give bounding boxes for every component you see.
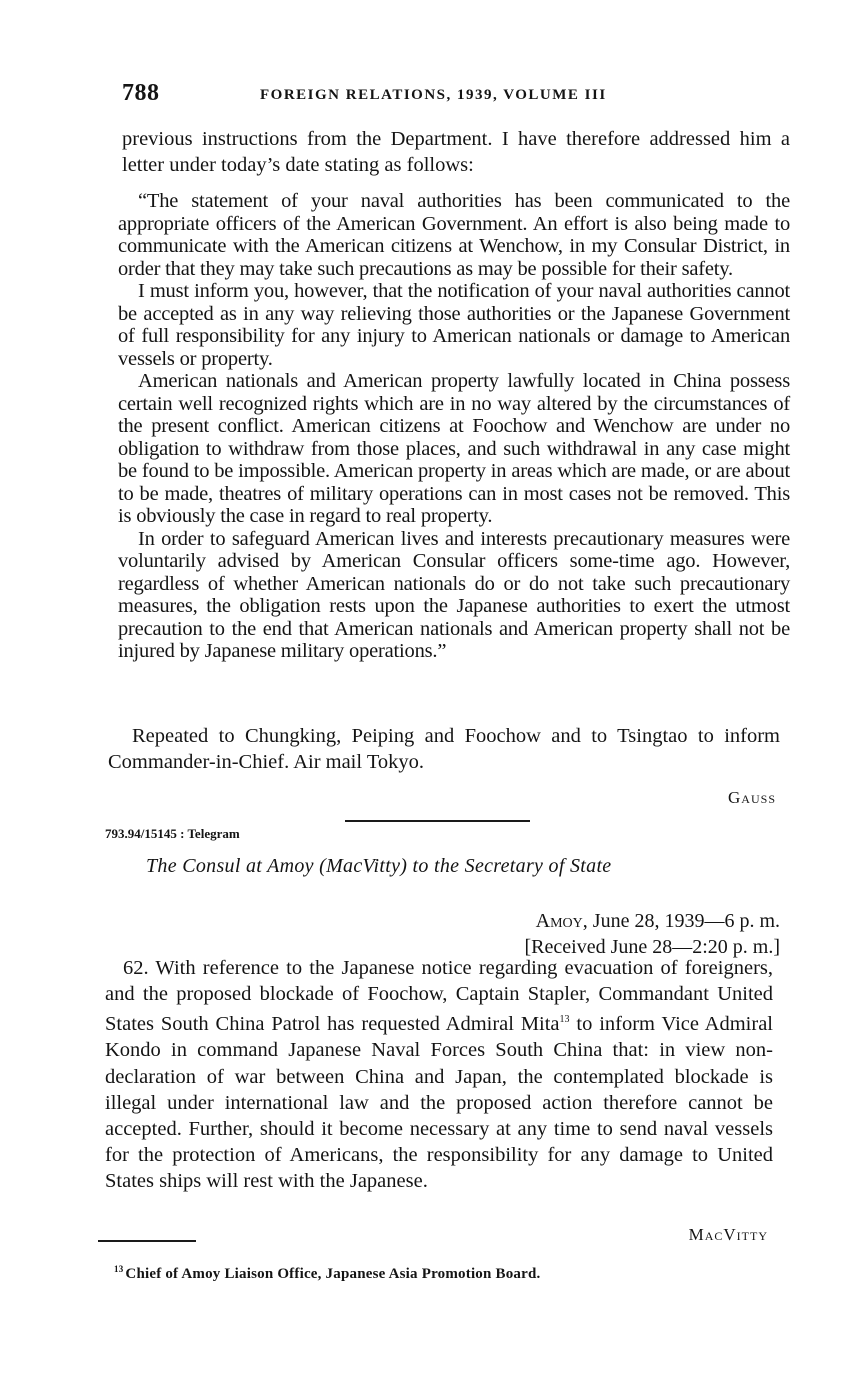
- quote-paragraph: In order to safeguard American lives and interests precautionary measures were voluntarily advised by American Consular officers some-time ago. However, regardless of whether American nationals do or do not take such precautionary measures, the obligation rests upon the Japanese authorities to exert the utmost precaution to the end that American nationals and American property shall not be injured by Japanese military operations.”: [118, 527, 790, 662]
- repeated-paragraph: Repeated to Chungking, Peiping and Foochow and to Tsingtao to inform Commander-in-Chief. Air mail Tokyo.: [108, 725, 780, 773]
- telegram-paragraph: [105, 955, 773, 1195]
- page-number: 788: [122, 80, 160, 106]
- repeated-paragraph-block: [108, 723, 780, 775]
- signature-gauss: Gauss: [728, 788, 776, 807]
- dateline-line: [400, 908, 780, 934]
- dateline-date: June 28, 1939—6 p. m.: [592, 910, 780, 932]
- quoted-letter: [118, 190, 790, 663]
- footnote-text: Chief of Amoy Liaison Office, Japanese Asia Promotion Board.: [125, 1266, 541, 1282]
- quote-paragraph: “The statement of your naval authorities has been communicated to the appropriate officers of the American Government. An effort is also being made to communicate with the American citizens at Wenchow, in my Consular District, in order that they may take such precautions as may be possible for their safety.: [118, 190, 790, 280]
- signature-macvitty: MacVitty: [688, 1225, 768, 1244]
- footnote-rule: [98, 1240, 196, 1242]
- lead-paragraph-block: [122, 126, 790, 178]
- telegram-text-part1: 62. With reference to the Japanese notice regarding evacuation of foreigners, and the proposed blockade of Foochow, Captain Stapler, Commandant United States South China Patrol has requested Admiral Mita: [105, 957, 773, 1036]
- telegram-body-block: [105, 955, 773, 1195]
- dateline: [400, 908, 780, 960]
- quote-paragraph: American nationals and American property lawfully located in China possess certain well recognized rights which are in no way altered by the circumstances of the present conflict. American citizens at Foochow and Wenchow are under no obligation to withdraw from those places, and such withdrawal in any case might be found to be impossible. American property in areas which are made, or are about to be made, theatres of military operations can in most cases not be removed. This is obviously the case in regard to real property.: [118, 370, 790, 527]
- file-reference: 793.94/15145 : Telegram: [105, 826, 240, 841]
- dateline-place: Amoy,: [535, 910, 588, 932]
- footnote-marker: 13: [114, 1264, 124, 1274]
- running-title: FOREIGN RELATIONS, 1939, VOLUME III: [260, 87, 607, 103]
- document-title: The Consul at Amoy (MacVitty) to the Secretary of State: [146, 855, 612, 877]
- footnote-reference[interactable]: 13: [559, 1014, 570, 1026]
- section-divider: [345, 820, 530, 822]
- footnote: [114, 1264, 764, 1283]
- received-line: [Received June 28—2:20 p. m.]: [524, 936, 780, 958]
- lead-paragraph: previous instructions from the Department. I have therefore addressed him a letter under today’s date stating as follows:: [122, 128, 790, 176]
- quote-paragraph: I must inform you, however, that the notification of your naval authorities cannot be accepted as in any way relieving those authorities or the Japanese Government of full responsibility for any injury to American nationals or damage to American vessels or property.: [118, 280, 790, 370]
- running-head: [122, 80, 782, 112]
- telegram-text-part2: to inform Vice Admiral Kondo in command Japanese Naval Forces South China that: in view non-declaration of war between China and Japan, the contemplated blockade is illegal under international law and the proposed action therefore cannot be accepted. Further, should it become necessary at any time to send naval vessels for the protection of Americans, the responsibility for any damage to United States ships will rest with the Japanese.: [105, 1013, 774, 1193]
